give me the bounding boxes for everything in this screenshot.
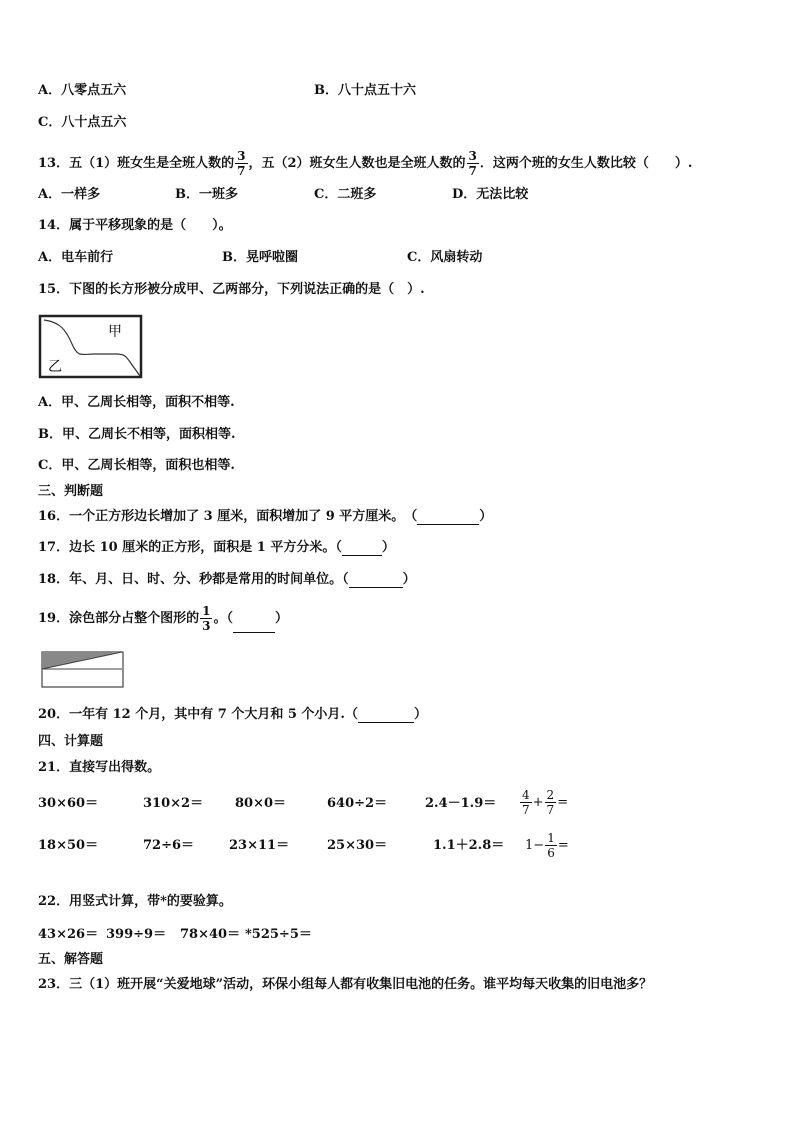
q21-r2-fraction-expr — [525, 829, 569, 863]
q15-option-c: C．甲、乙周长相等，面积也相等. — [38, 458, 235, 473]
q21-frac-a — [520, 788, 532, 817]
q14-option-b: B．晃呼啦圈 — [222, 250, 298, 265]
q21-r1-item: 30×60＝ — [38, 796, 99, 811]
q20-close: ） — [413, 707, 427, 722]
q20 — [38, 707, 427, 723]
q17-close: ） — [381, 540, 395, 555]
q15-label-jia: 甲 — [108, 324, 122, 340]
q15-option-a: A．甲、乙周长相等，面积不相等. — [38, 395, 235, 410]
q21-r2-eq: = — [557, 838, 569, 853]
q13-frac1-den: 7 — [237, 164, 246, 178]
q15-rectangle-figure — [38, 314, 144, 380]
q13-option-d: D．无法比较 — [452, 187, 529, 202]
q21-frac-eq: = — [557, 795, 569, 810]
q19-answer-blank[interactable] — [233, 620, 275, 633]
q13-stem-part2: ，五（2）班女生人数也是全班人数的 — [248, 156, 466, 171]
q18 — [38, 572, 416, 588]
q19-fraction — [200, 604, 212, 633]
q19-close: ） — [274, 611, 288, 626]
section-4-heading: 四、计算题 — [38, 734, 104, 749]
q13-stem-part3: ．这两个班的女生人数比较（ ）. — [479, 156, 693, 171]
q21-r1-item: 640÷2＝ — [327, 796, 388, 811]
q14-stem: 14．属于平移现象的是（ ）。 — [38, 218, 232, 233]
q15-label-yi: 乙 — [48, 359, 62, 375]
q15-option-b: B．甲、乙周长不相等，面积相等. — [38, 427, 236, 442]
q21-stem: 21．直接写出得数。 — [38, 760, 161, 775]
q21-r2-whole: 1 — [525, 838, 534, 853]
q22-item: 399÷9＝ — [106, 927, 167, 942]
section-5-heading: 五、解答题 — [38, 952, 104, 967]
q13-frac2-den: 7 — [468, 164, 477, 178]
q21-r2-frac — [545, 831, 557, 860]
section-3-heading: 三、判断题 — [38, 484, 104, 499]
q13-option-a: A．一样多 — [38, 187, 101, 202]
q19-frac-den: 3 — [202, 619, 211, 633]
q19-text: 19．涂色部分占整个图形的 — [38, 611, 200, 626]
q12-option-b: B．八十点五十六 — [314, 83, 416, 98]
q22-item: *525÷5＝ — [245, 927, 312, 942]
q13-fraction-2 — [467, 149, 479, 178]
q17-answer-blank[interactable] — [342, 543, 382, 556]
q20-answer-blank[interactable] — [358, 710, 414, 723]
q17 — [38, 540, 395, 556]
q19 — [38, 604, 288, 633]
q14-option-c: C．风扇转动 — [407, 250, 483, 265]
q21-r2-item: 23×11＝ — [229, 838, 290, 853]
q16-close: ） — [479, 509, 493, 524]
q13-option-b: B．一班多 — [175, 187, 238, 202]
q16-text: 16．一个正方形边长增加了 3 厘米，面积增加了 9 平方厘米。 （ — [38, 509, 418, 524]
q18-text: 18．年、月、日、时、分、秒都是常用的时间单位。（ — [38, 572, 349, 587]
q13-frac2-num: 3 — [468, 149, 477, 163]
q21-r1-fraction-expr — [519, 786, 568, 820]
q21-r2-item: 72÷6＝ — [143, 838, 195, 853]
q16-answer-blank[interactable] — [417, 512, 479, 525]
q21-r2-item: 18×50＝ — [38, 838, 99, 853]
q18-answer-blank[interactable] — [349, 575, 403, 588]
q16 — [38, 509, 492, 525]
q21-frac-a-den: 7 — [522, 803, 530, 817]
q21-r2-op: − — [533, 838, 545, 853]
q12-option-a: A．八零点五六 — [38, 83, 127, 98]
q21-frac-b-num: 2 — [546, 788, 555, 802]
q19-after: 。（ — [213, 611, 233, 626]
q20-text: 20．一年有 12 个月，其中有 7 个大月和 5 个小月.（ — [38, 707, 358, 722]
q21-r1-item: 80×0＝ — [235, 796, 287, 811]
q22-item: 43×26＝ — [38, 927, 99, 942]
q21-frac-op: + — [532, 795, 544, 810]
q17-text: 17．边长 10 厘米的正方形，面积是 1 平方分米。（ — [38, 540, 342, 555]
q14-option-a: A．电车前行 — [38, 250, 114, 265]
q21-r2-frac-num: 1 — [547, 831, 555, 845]
q12-option-c: C．八十点五六 — [38, 115, 127, 130]
q21-r1-item: 2.4－1.9＝ — [425, 796, 497, 811]
q18-close: ） — [402, 572, 416, 587]
q19-shaded-figure — [41, 651, 125, 689]
q22-stem: 22．用竖式计算，带*的要验算。 — [38, 894, 232, 909]
q13-fraction-1 — [235, 149, 247, 178]
q13-stem — [38, 149, 692, 178]
q21-r2-item: 1.1＋2.8＝ — [433, 838, 505, 853]
q13-stem-part1: 13．五（1）班女生是全班人数的 — [38, 156, 235, 171]
q23-stem: 23．三（1）班开展“关爱地球”活动，环保小组每人都有收集旧电池的任务。谁平均每天收集的旧电池多？ — [38, 977, 653, 992]
q21-r2-item: 25×30＝ — [327, 838, 388, 853]
q21-frac-b — [545, 788, 557, 817]
q19-frac-num: 1 — [202, 604, 211, 618]
q15-stem: 15．下图的长方形被分成甲、乙两部分，下列说法正确的是（ ）. — [38, 282, 425, 297]
q13-option-c: C．二班多 — [314, 187, 377, 202]
q21-r1-item: 310×2＝ — [143, 796, 204, 811]
q21-frac-b-den: 7 — [546, 803, 555, 817]
q21-frac-a-num: 4 — [522, 788, 530, 802]
q13-frac1-num: 3 — [237, 149, 246, 163]
q21-r2-frac-den: 6 — [547, 846, 555, 860]
q22-item: 78×40＝ — [180, 927, 241, 942]
